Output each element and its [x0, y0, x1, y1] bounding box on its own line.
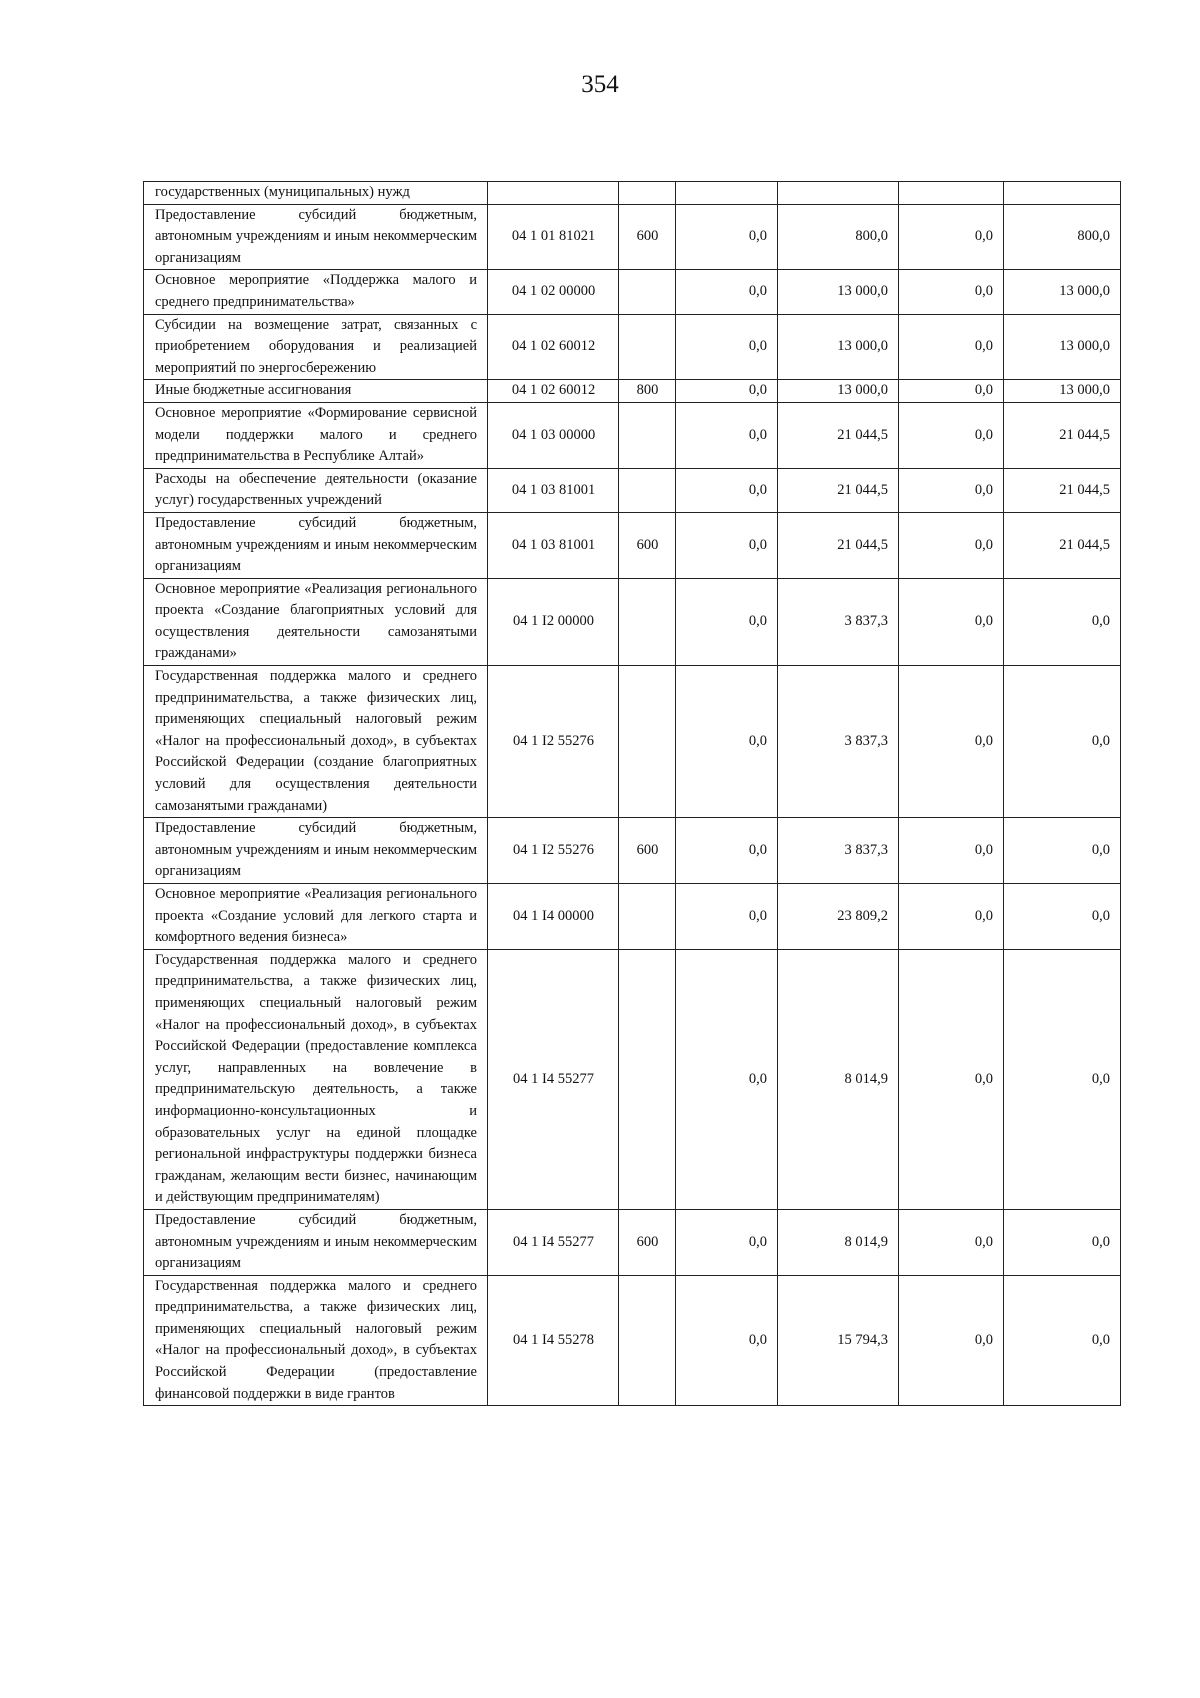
amount-cell-2: 13 000,0	[778, 314, 899, 380]
amount-cell-2: 23 809,2	[778, 884, 899, 950]
budget-table	[143, 181, 1121, 1406]
row-name-cell: Расходы на обеспечение деятельности (оказание услуг) государственных учреждений	[144, 468, 488, 512]
budget-code-cell: 04 1 02 60012	[488, 314, 619, 380]
row-name-cell: Предоставление субсидий бюджетным, автономным учреждениям и иным некоммерческим организациям	[144, 204, 488, 270]
amount-cell-1: 0,0	[676, 402, 778, 468]
budget-code-cell: 04 1 I4 55277	[488, 949, 619, 1209]
expense-type-cell: 600	[619, 818, 676, 884]
budget-code-cell: 04 1 I2 55276	[488, 818, 619, 884]
amount-cell-3	[899, 182, 1004, 205]
budget-code-cell: 04 1 02 00000	[488, 270, 619, 314]
amount-cell-4: 0,0	[1004, 949, 1121, 1209]
amount-cell-1: 0,0	[676, 1275, 778, 1406]
table-row	[144, 512, 1121, 578]
budget-code-cell: 04 1 03 81001	[488, 468, 619, 512]
amount-cell-4: 21 044,5	[1004, 468, 1121, 512]
amount-cell-4: 0,0	[1004, 818, 1121, 884]
expense-type-cell	[619, 884, 676, 950]
table-row	[144, 578, 1121, 665]
amount-cell-2	[778, 182, 899, 205]
budget-code-cell: 04 1 I2 55276	[488, 666, 619, 818]
expense-type-cell	[619, 578, 676, 665]
expense-type-cell	[619, 1275, 676, 1406]
amount-cell-1: 0,0	[676, 380, 778, 403]
amount-cell-2: 13 000,0	[778, 380, 899, 403]
amount-cell-4	[1004, 182, 1121, 205]
amount-cell-3: 0,0	[899, 380, 1004, 403]
amount-cell-3: 0,0	[899, 204, 1004, 270]
table-row	[144, 204, 1121, 270]
amount-cell-1: 0,0	[676, 666, 778, 818]
amount-cell-3: 0,0	[899, 1275, 1004, 1406]
amount-cell-1: 0,0	[676, 818, 778, 884]
row-name-cell: Предоставление субсидий бюджетным, автономным учреждениям и иным некоммерческим организациям	[144, 512, 488, 578]
amount-cell-3: 0,0	[899, 1209, 1004, 1275]
table-row	[144, 818, 1121, 884]
row-name-cell: Предоставление субсидий бюджетным, автономным учреждениям и иным некоммерческим организациям	[144, 818, 488, 884]
amount-cell-2: 8 014,9	[778, 1209, 899, 1275]
amount-cell-4: 0,0	[1004, 666, 1121, 818]
amount-cell-2: 15 794,3	[778, 1275, 899, 1406]
amount-cell-1: 0,0	[676, 468, 778, 512]
amount-cell-2: 21 044,5	[778, 512, 899, 578]
row-name-cell: Субсидии на возмещение затрат, связанных с приобретением оборудования и реализацией мероприятий по энергосбережению	[144, 314, 488, 380]
expense-type-cell	[619, 666, 676, 818]
budget-code-cell: 04 1 I4 55277	[488, 1209, 619, 1275]
expense-type-cell	[619, 314, 676, 380]
table-row	[144, 468, 1121, 512]
table-row	[144, 1209, 1121, 1275]
budget-code-cell: 04 1 01 81021	[488, 204, 619, 270]
amount-cell-4: 13 000,0	[1004, 314, 1121, 380]
table-row	[144, 182, 1121, 205]
amount-cell-1	[676, 182, 778, 205]
budget-code-cell	[488, 182, 619, 205]
expense-type-cell	[619, 270, 676, 314]
expense-type-cell	[619, 468, 676, 512]
amount-cell-4: 21 044,5	[1004, 512, 1121, 578]
amount-cell-1: 0,0	[676, 270, 778, 314]
row-name-cell: Основное мероприятие «Реализация регионального проекта «Создание благоприятных условий для осуществления деятельности самозанятыми гражданами»	[144, 578, 488, 665]
amount-cell-4: 13 000,0	[1004, 270, 1121, 314]
amount-cell-2: 13 000,0	[778, 270, 899, 314]
expense-type-cell: 600	[619, 1209, 676, 1275]
amount-cell-2: 3 837,3	[778, 818, 899, 884]
budget-code-cell: 04 1 I2 00000	[488, 578, 619, 665]
table-row	[144, 314, 1121, 380]
row-name-cell: государственных (муниципальных) нужд	[144, 182, 488, 205]
amount-cell-2: 21 044,5	[778, 468, 899, 512]
budget-code-cell: 04 1 I4 55278	[488, 1275, 619, 1406]
amount-cell-2: 3 837,3	[778, 666, 899, 818]
budget-code-cell: 04 1 I4 00000	[488, 884, 619, 950]
amount-cell-1: 0,0	[676, 578, 778, 665]
budget-code-cell: 04 1 02 60012	[488, 380, 619, 403]
amount-cell-4: 0,0	[1004, 1275, 1121, 1406]
amount-cell-4: 0,0	[1004, 884, 1121, 950]
amount-cell-3: 0,0	[899, 314, 1004, 380]
amount-cell-2: 8 014,9	[778, 949, 899, 1209]
amount-cell-1: 0,0	[676, 949, 778, 1209]
expense-type-cell: 600	[619, 512, 676, 578]
amount-cell-2: 3 837,3	[778, 578, 899, 665]
budget-code-cell: 04 1 03 81001	[488, 512, 619, 578]
budget-code-cell: 04 1 03 00000	[488, 402, 619, 468]
amount-cell-3: 0,0	[899, 578, 1004, 665]
amount-cell-3: 0,0	[899, 884, 1004, 950]
amount-cell-3: 0,0	[899, 512, 1004, 578]
row-name-cell: Государственная поддержка малого и среднего предпринимательства, а также физических лиц, применяющих специальный налоговый режим «Налог на профессиональный доход», в субъектах Российской Федерации (создание благоприятных условий для осуществления деятельности самозанятыми гражданами)	[144, 666, 488, 818]
amount-cell-4: 800,0	[1004, 204, 1121, 270]
amount-cell-4: 0,0	[1004, 1209, 1121, 1275]
amount-cell-2: 21 044,5	[778, 402, 899, 468]
amount-cell-1: 0,0	[676, 1209, 778, 1275]
amount-cell-3: 0,0	[899, 402, 1004, 468]
amount-cell-1: 0,0	[676, 884, 778, 950]
row-name-cell: Основное мероприятие «Поддержка малого и среднего предпринимательства»	[144, 270, 488, 314]
amount-cell-1: 0,0	[676, 204, 778, 270]
amount-cell-3: 0,0	[899, 270, 1004, 314]
table-row	[144, 949, 1121, 1209]
amount-cell-1: 0,0	[676, 512, 778, 578]
amount-cell-3: 0,0	[899, 949, 1004, 1209]
row-name-cell: Иные бюджетные ассигнования	[144, 380, 488, 403]
table-row	[144, 666, 1121, 818]
table-row	[144, 884, 1121, 950]
row-name-cell: Основное мероприятие «Формирование сервисной модели поддержки малого и среднего предпринимательства в Республике Алтай»	[144, 402, 488, 468]
row-name-cell: Государственная поддержка малого и среднего предпринимательства, а также физических лиц, применяющих специальный налоговый режим «Налог на профессиональный доход», в субъектах Российской Федерации (предоставление комплекса услуг, направленных на вовлечение в предпринимательскую деятельность, а также информационно-консультационных и образовательных услуг на единой площадке региональной инфраструктуры поддержки бизнеса гражданам, желающим вести бизнес, начинающим и действующим предпринимателям)	[144, 949, 488, 1209]
amount-cell-3: 0,0	[899, 666, 1004, 818]
table-row	[144, 380, 1121, 403]
amount-cell-3: 0,0	[899, 818, 1004, 884]
expense-type-cell: 800	[619, 380, 676, 403]
amount-cell-2: 800,0	[778, 204, 899, 270]
expense-type-cell	[619, 949, 676, 1209]
expense-type-cell: 600	[619, 204, 676, 270]
amount-cell-4: 13 000,0	[1004, 380, 1121, 403]
expense-type-cell	[619, 182, 676, 205]
table-row	[144, 270, 1121, 314]
amount-cell-3: 0,0	[899, 468, 1004, 512]
budget-table-body	[144, 182, 1121, 1406]
amount-cell-4: 21 044,5	[1004, 402, 1121, 468]
row-name-cell: Основное мероприятие «Реализация регионального проекта «Создание условий для легкого старта и комфортного ведения бизнеса»	[144, 884, 488, 950]
expense-type-cell	[619, 402, 676, 468]
table-row	[144, 1275, 1121, 1406]
table-row	[144, 402, 1121, 468]
amount-cell-1: 0,0	[676, 314, 778, 380]
row-name-cell: Государственная поддержка малого и среднего предпринимательства, а также физических лиц, применяющих специальный налоговый режим «Налог на профессиональный доход», в субъектах Российской Федерации (предоставление финансовой поддержки в виде грантов	[144, 1275, 488, 1406]
row-name-cell: Предоставление субсидий бюджетным, автономным учреждениям и иным некоммерческим организациям	[144, 1209, 488, 1275]
amount-cell-4: 0,0	[1004, 578, 1121, 665]
page-number: 354	[581, 71, 619, 98]
